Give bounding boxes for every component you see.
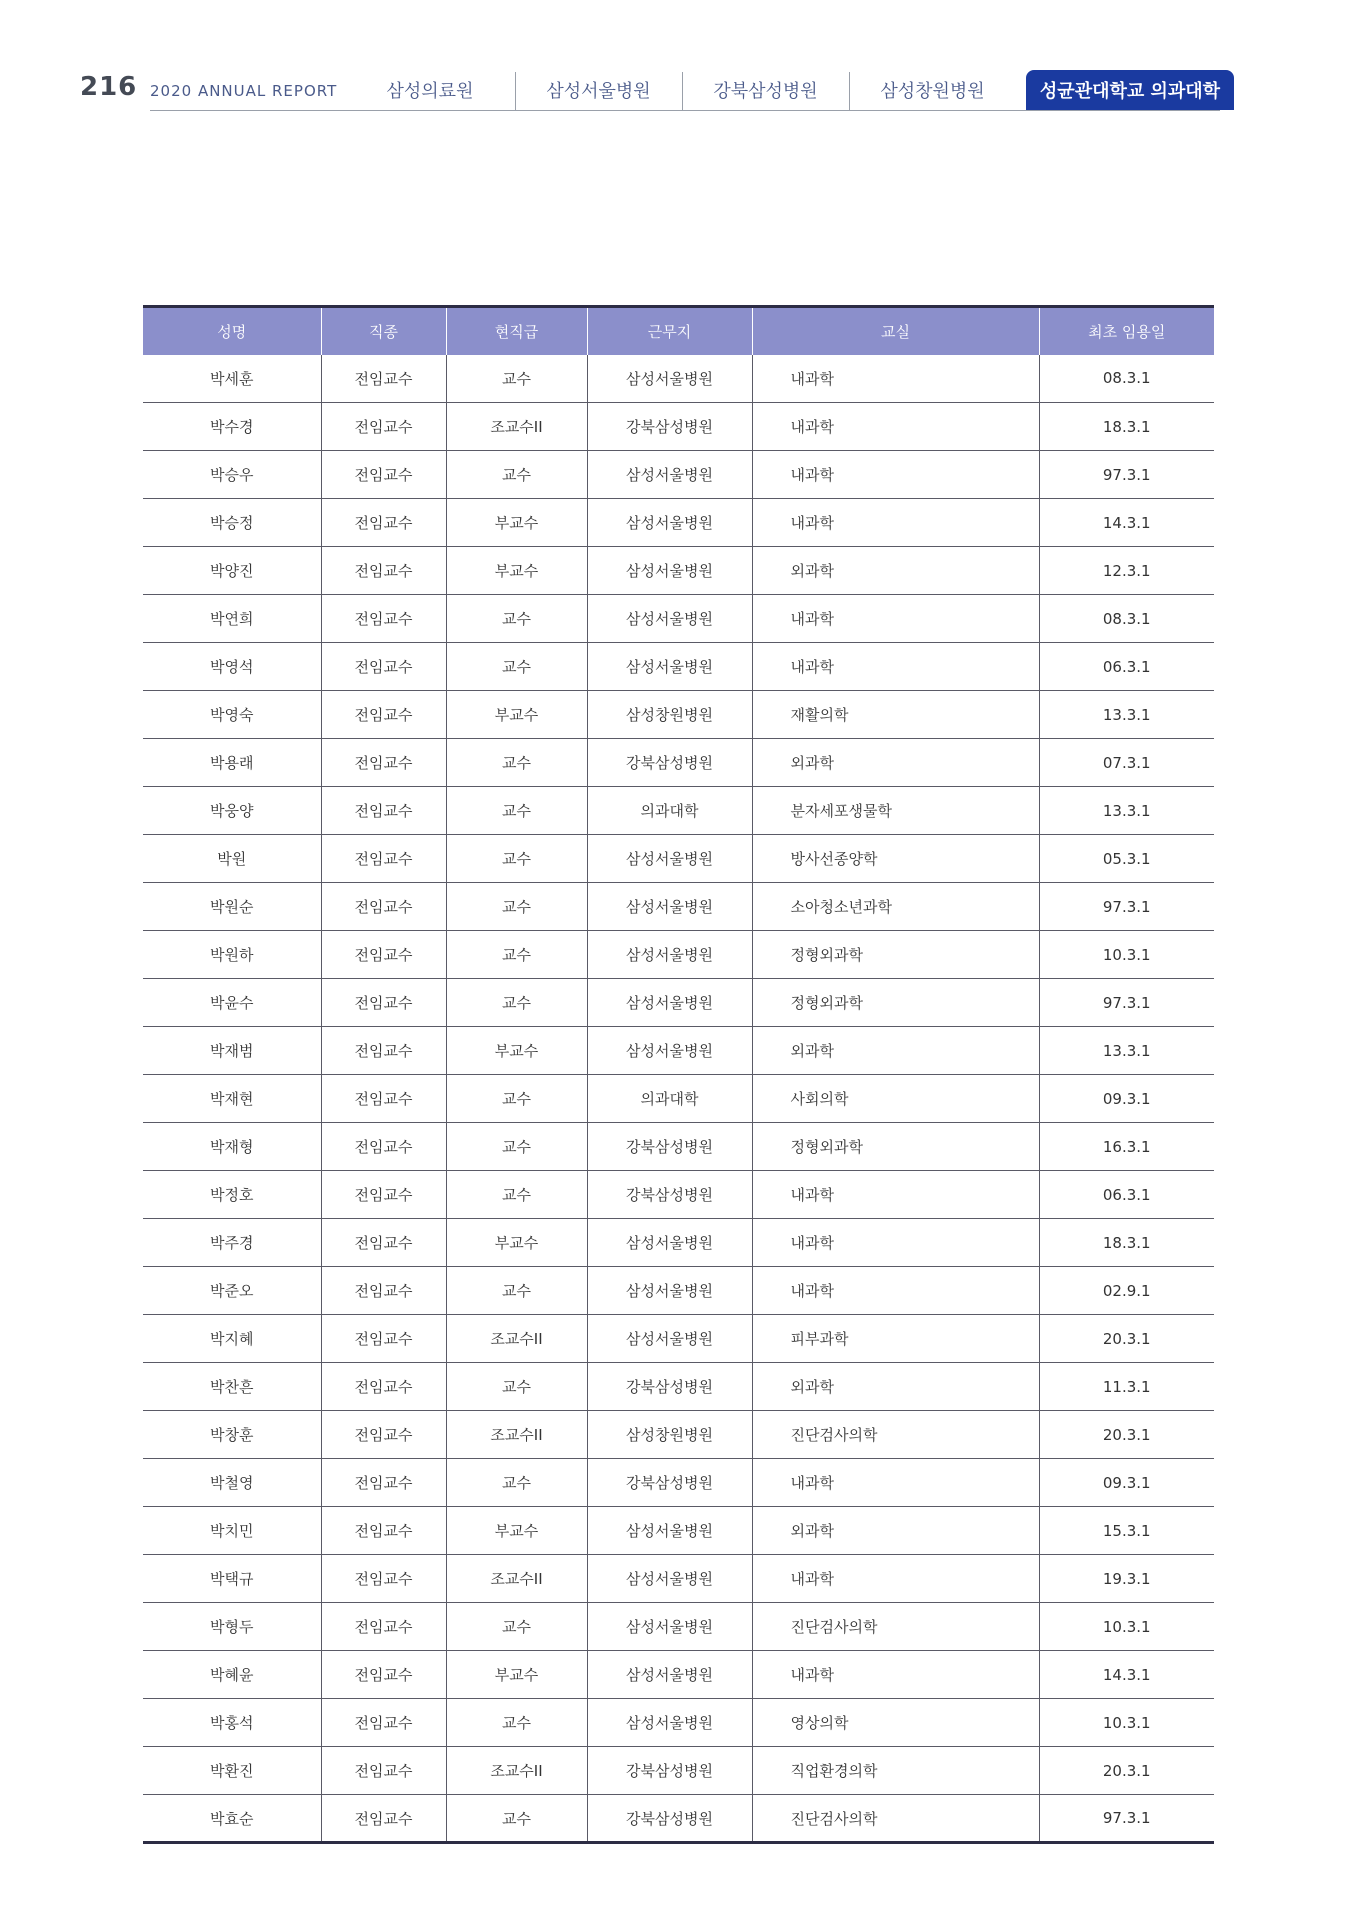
department-cell: 진단검사의학 bbox=[752, 1411, 1039, 1459]
department-cell: 외과학 bbox=[752, 1027, 1039, 1075]
table-row bbox=[143, 1411, 1214, 1459]
department-cell: 사회의학 bbox=[752, 1075, 1039, 1123]
table-row bbox=[143, 547, 1214, 595]
workplace-cell: 삼성서울병원 bbox=[587, 979, 752, 1027]
table-row bbox=[143, 1507, 1214, 1555]
department-cell: 외과학 bbox=[752, 547, 1039, 595]
department-cell: 재활의학 bbox=[752, 691, 1039, 739]
appointment-date-cell: 02.9.1 bbox=[1102, 1281, 1151, 1300]
table-row bbox=[143, 1363, 1214, 1411]
workplace-cell: 삼성서울병원 bbox=[587, 355, 752, 403]
column-header: 직종 bbox=[321, 307, 446, 355]
table-row bbox=[143, 595, 1214, 643]
page-number: 216 bbox=[80, 72, 138, 102]
name-cell: 박원 bbox=[143, 835, 321, 883]
table-row bbox=[143, 1075, 1214, 1123]
rank-cell: 부교수 bbox=[446, 1507, 587, 1555]
rank-cell: 교수 bbox=[446, 1075, 587, 1123]
rank-cell: 교수 bbox=[446, 451, 587, 499]
workplace-cell: 삼성서울병원 bbox=[587, 1267, 752, 1315]
department-cell: 외과학 bbox=[752, 1507, 1039, 1555]
table-row bbox=[143, 643, 1214, 691]
workplace-cell: 강북삼성병원 bbox=[587, 739, 752, 787]
appointment-date-cell: 11.3.1 bbox=[1102, 1377, 1151, 1396]
table-row bbox=[143, 739, 1214, 787]
name-cell: 박환진 bbox=[143, 1747, 321, 1795]
workplace-cell: 의과대학 bbox=[587, 1075, 752, 1123]
position-type-cell: 전임교수 bbox=[321, 1123, 446, 1171]
position-type-cell: 전임교수 bbox=[321, 883, 446, 931]
rank-cell: 교수 bbox=[446, 1267, 587, 1315]
position-type-cell: 전임교수 bbox=[321, 1507, 446, 1555]
department-cell: 피부과학 bbox=[752, 1315, 1039, 1363]
faculty-table-container bbox=[143, 305, 1214, 1844]
appointment-date-cell: 13.3.1 bbox=[1102, 1041, 1151, 1060]
table-row bbox=[143, 1267, 1214, 1315]
position-type-cell: 전임교수 bbox=[321, 979, 446, 1027]
position-type-cell: 전임교수 bbox=[321, 739, 446, 787]
section-tabs bbox=[345, 70, 1234, 110]
name-cell: 박효순 bbox=[143, 1795, 321, 1843]
position-type-cell: 전임교수 bbox=[321, 643, 446, 691]
rank-cell: 교수 bbox=[446, 883, 587, 931]
table-row bbox=[143, 451, 1214, 499]
department-cell: 소아청소년과학 bbox=[752, 883, 1039, 931]
rank-cell: 교수 bbox=[446, 1459, 587, 1507]
name-cell: 박승정 bbox=[143, 499, 321, 547]
appointment-date-cell: 10.3.1 bbox=[1102, 1617, 1151, 1636]
table-row bbox=[143, 691, 1214, 739]
rank-cell: 조교수II bbox=[446, 1555, 587, 1603]
name-cell: 박홍석 bbox=[143, 1699, 321, 1747]
department-cell: 내과학 bbox=[752, 1459, 1039, 1507]
department-cell: 내과학 bbox=[752, 1267, 1039, 1315]
name-cell: 박혜윤 bbox=[143, 1651, 321, 1699]
workplace-cell: 삼성서울병원 bbox=[587, 499, 752, 547]
department-cell: 정형외과학 bbox=[752, 979, 1039, 1027]
table-row bbox=[143, 1315, 1214, 1363]
table-row bbox=[143, 1219, 1214, 1267]
rank-cell: 조교수II bbox=[446, 1315, 587, 1363]
table-row bbox=[143, 355, 1214, 403]
position-type-cell: 전임교수 bbox=[321, 931, 446, 979]
appointment-date-cell: 18.3.1 bbox=[1102, 1233, 1151, 1252]
appointment-date-cell: 10.3.1 bbox=[1102, 945, 1151, 964]
position-type-cell: 전임교수 bbox=[321, 1555, 446, 1603]
tab-skku-medicine[interactable]: 성균관대학교 의과대학 bbox=[1026, 70, 1234, 110]
rank-cell: 교수 bbox=[446, 595, 587, 643]
rank-cell: 교수 bbox=[446, 1363, 587, 1411]
department-cell: 직업환경의학 bbox=[752, 1747, 1039, 1795]
department-cell: 진단검사의학 bbox=[752, 1795, 1039, 1843]
position-type-cell: 전임교수 bbox=[321, 1363, 446, 1411]
position-type-cell: 전임교수 bbox=[321, 1171, 446, 1219]
name-cell: 박승우 bbox=[143, 451, 321, 499]
name-cell: 박치민 bbox=[143, 1507, 321, 1555]
rank-cell: 교수 bbox=[446, 1603, 587, 1651]
column-header: 교실 bbox=[752, 307, 1039, 355]
appointment-date-cell: 97.3.1 bbox=[1102, 993, 1151, 1012]
workplace-cell: 강북삼성병원 bbox=[587, 1123, 752, 1171]
rank-cell: 교수 bbox=[446, 1171, 587, 1219]
appointment-date-cell: 19.3.1 bbox=[1102, 1569, 1151, 1588]
position-type-cell: 전임교수 bbox=[321, 1075, 446, 1123]
table-row bbox=[143, 499, 1214, 547]
department-cell: 진단검사의학 bbox=[752, 1603, 1039, 1651]
table-row bbox=[143, 1123, 1214, 1171]
appointment-date-cell: 18.3.1 bbox=[1102, 417, 1151, 436]
position-type-cell: 전임교수 bbox=[321, 1027, 446, 1075]
department-cell: 내과학 bbox=[752, 355, 1039, 403]
appointment-date-cell: 97.3.1 bbox=[1102, 897, 1151, 916]
position-type-cell: 전임교수 bbox=[321, 1315, 446, 1363]
column-header: 근무지 bbox=[587, 307, 752, 355]
appointment-date-cell: 14.3.1 bbox=[1102, 1665, 1151, 1684]
workplace-cell: 강북삼성병원 bbox=[587, 1795, 752, 1843]
workplace-cell: 삼성서울병원 bbox=[587, 643, 752, 691]
rank-cell: 부교수 bbox=[446, 691, 587, 739]
name-cell: 박원하 bbox=[143, 931, 321, 979]
position-type-cell: 전임교수 bbox=[321, 1459, 446, 1507]
workplace-cell: 강북삼성병원 bbox=[587, 1171, 752, 1219]
tab-samsung-medical-center[interactable]: 삼성의료원 bbox=[386, 81, 474, 102]
workplace-cell: 삼성서울병원 bbox=[587, 451, 752, 499]
appointment-date-cell: 12.3.1 bbox=[1102, 561, 1151, 580]
name-cell: 박재현 bbox=[143, 1075, 321, 1123]
department-cell: 외과학 bbox=[752, 1363, 1039, 1411]
workplace-cell: 삼성서울병원 bbox=[587, 547, 752, 595]
name-cell: 박연희 bbox=[143, 595, 321, 643]
workplace-cell: 삼성서울병원 bbox=[587, 1219, 752, 1267]
rank-cell: 부교수 bbox=[446, 499, 587, 547]
workplace-cell: 삼성서울병원 bbox=[587, 1507, 752, 1555]
workplace-cell: 삼성서울병원 bbox=[587, 1555, 752, 1603]
rank-cell: 교수 bbox=[446, 355, 587, 403]
position-type-cell: 전임교수 bbox=[321, 1603, 446, 1651]
appointment-date-cell: 16.3.1 bbox=[1102, 1137, 1151, 1156]
table-row bbox=[143, 979, 1214, 1027]
name-cell: 박영숙 bbox=[143, 691, 321, 739]
department-cell: 내과학 bbox=[752, 1171, 1039, 1219]
name-cell: 박찬흔 bbox=[143, 1363, 321, 1411]
workplace-cell: 삼성서울병원 bbox=[587, 883, 752, 931]
table-row bbox=[143, 1171, 1214, 1219]
department-cell: 영상의학 bbox=[752, 1699, 1039, 1747]
appointment-date-cell: 07.3.1 bbox=[1102, 753, 1151, 772]
rank-cell: 교수 bbox=[446, 835, 587, 883]
appointment-date-cell: 20.3.1 bbox=[1102, 1425, 1151, 1444]
name-cell: 박재범 bbox=[143, 1027, 321, 1075]
appointment-date-cell: 06.3.1 bbox=[1102, 1185, 1151, 1204]
workplace-cell: 삼성서울병원 bbox=[587, 1315, 752, 1363]
position-type-cell: 전임교수 bbox=[321, 1795, 446, 1843]
rank-cell: 부교수 bbox=[446, 1219, 587, 1267]
table-row bbox=[143, 787, 1214, 835]
table-row bbox=[143, 931, 1214, 979]
table-row bbox=[143, 1459, 1214, 1507]
appointment-date-cell: 20.3.1 bbox=[1102, 1329, 1151, 1348]
workplace-cell: 의과대학 bbox=[587, 787, 752, 835]
workplace-cell: 삼성서울병원 bbox=[587, 595, 752, 643]
position-type-cell: 전임교수 bbox=[321, 1219, 446, 1267]
position-type-cell: 전임교수 bbox=[321, 403, 446, 451]
department-cell: 내과학 bbox=[752, 499, 1039, 547]
rank-cell: 교수 bbox=[446, 643, 587, 691]
name-cell: 박준오 bbox=[143, 1267, 321, 1315]
name-cell: 박웅양 bbox=[143, 787, 321, 835]
workplace-cell: 강북삼성병원 bbox=[587, 1747, 752, 1795]
name-cell: 박정호 bbox=[143, 1171, 321, 1219]
appointment-date-cell: 06.3.1 bbox=[1102, 657, 1151, 676]
workplace-cell: 삼성서울병원 bbox=[587, 1603, 752, 1651]
name-cell: 박택규 bbox=[143, 1555, 321, 1603]
faculty-table bbox=[143, 305, 1214, 1844]
rank-cell: 교수 bbox=[446, 787, 587, 835]
appointment-date-cell: 13.3.1 bbox=[1102, 705, 1151, 724]
name-cell: 박창훈 bbox=[143, 1411, 321, 1459]
appointment-date-cell: 05.3.1 bbox=[1102, 849, 1151, 868]
appointment-date-cell: 97.3.1 bbox=[1102, 465, 1151, 484]
table-row bbox=[143, 1603, 1214, 1651]
department-cell: 내과학 bbox=[752, 1555, 1039, 1603]
rank-cell: 부교수 bbox=[446, 547, 587, 595]
name-cell: 박원순 bbox=[143, 883, 321, 931]
name-cell: 박영석 bbox=[143, 643, 321, 691]
column-header: 최초 임용일 bbox=[1088, 322, 1166, 341]
tab-kangbuk-samsung-hospital[interactable]: 강북삼성병원 bbox=[682, 70, 849, 110]
column-header: 현직급 bbox=[446, 307, 587, 355]
table-row bbox=[143, 1747, 1214, 1795]
workplace-cell: 삼성서울병원 bbox=[587, 1027, 752, 1075]
appointment-date-cell: 09.3.1 bbox=[1102, 1089, 1151, 1108]
workplace-cell: 강북삼성병원 bbox=[587, 1459, 752, 1507]
tab-samsung-seoul-hospital[interactable]: 삼성서울병원 bbox=[515, 70, 682, 110]
rank-cell: 교수 bbox=[446, 1123, 587, 1171]
name-cell: 박수경 bbox=[143, 403, 321, 451]
report-title: 2020 ANNUAL REPORT bbox=[150, 82, 338, 100]
appointment-date-cell: 20.3.1 bbox=[1102, 1761, 1151, 1780]
department-cell: 내과학 bbox=[752, 1219, 1039, 1267]
rank-cell: 교수 bbox=[446, 1795, 587, 1843]
position-type-cell: 전임교수 bbox=[321, 499, 446, 547]
position-type-cell: 전임교수 bbox=[321, 1651, 446, 1699]
appointment-date-cell: 97.3.1 bbox=[1102, 1809, 1151, 1827]
name-cell: 박형두 bbox=[143, 1603, 321, 1651]
position-type-cell: 전임교수 bbox=[321, 787, 446, 835]
rank-cell: 부교수 bbox=[446, 1651, 587, 1699]
department-cell: 정형외과학 bbox=[752, 1123, 1039, 1171]
name-cell: 박양진 bbox=[143, 547, 321, 595]
name-cell: 박윤수 bbox=[143, 979, 321, 1027]
appointment-date-cell: 14.3.1 bbox=[1102, 513, 1151, 532]
position-type-cell: 전임교수 bbox=[321, 835, 446, 883]
position-type-cell: 전임교수 bbox=[321, 691, 446, 739]
position-type-cell: 전임교수 bbox=[321, 451, 446, 499]
name-cell: 박재형 bbox=[143, 1123, 321, 1171]
table-row bbox=[143, 1027, 1214, 1075]
workplace-cell: 강북삼성병원 bbox=[587, 1363, 752, 1411]
table-row bbox=[143, 1651, 1214, 1699]
workplace-cell: 삼성창원병원 bbox=[587, 1411, 752, 1459]
department-cell: 방사선종양학 bbox=[752, 835, 1039, 883]
tab-samsung-changwon-hospital[interactable]: 삼성창원병원 bbox=[849, 70, 1016, 110]
department-cell: 외과학 bbox=[752, 739, 1039, 787]
appointment-date-cell: 13.3.1 bbox=[1102, 801, 1151, 820]
page-header bbox=[0, 0, 1357, 115]
appointment-date-cell: 15.3.1 bbox=[1102, 1521, 1151, 1540]
appointment-date-cell: 08.3.1 bbox=[1102, 609, 1151, 628]
workplace-cell: 삼성창원병원 bbox=[587, 691, 752, 739]
header-divider bbox=[150, 110, 1220, 111]
workplace-cell: 강북삼성병원 bbox=[587, 403, 752, 451]
column-header: 성명 bbox=[143, 307, 321, 355]
position-type-cell: 전임교수 bbox=[321, 1267, 446, 1315]
name-cell: 박세훈 bbox=[143, 355, 321, 403]
table-row bbox=[143, 883, 1214, 931]
table-header-row bbox=[143, 307, 1214, 355]
rank-cell: 교수 bbox=[446, 1699, 587, 1747]
position-type-cell: 전임교수 bbox=[321, 595, 446, 643]
position-type-cell: 전임교수 bbox=[321, 547, 446, 595]
rank-cell: 교수 bbox=[446, 979, 587, 1027]
rank-cell: 교수 bbox=[446, 739, 587, 787]
workplace-cell: 삼성서울병원 bbox=[587, 931, 752, 979]
position-type-cell: 전임교수 bbox=[321, 1747, 446, 1795]
appointment-date-cell: 10.3.1 bbox=[1102, 1713, 1151, 1732]
department-cell: 내과학 bbox=[752, 403, 1039, 451]
workplace-cell: 삼성서울병원 bbox=[587, 1699, 752, 1747]
workplace-cell: 삼성서울병원 bbox=[587, 1651, 752, 1699]
table-row bbox=[143, 1795, 1214, 1843]
department-cell: 내과학 bbox=[752, 643, 1039, 691]
name-cell: 박주경 bbox=[143, 1219, 321, 1267]
appointment-date-cell: 08.3.1 bbox=[1102, 369, 1151, 388]
appointment-date-cell: 09.3.1 bbox=[1102, 1473, 1151, 1492]
rank-cell: 조교수II bbox=[446, 1747, 587, 1795]
workplace-cell: 삼성서울병원 bbox=[587, 835, 752, 883]
name-cell: 박용래 bbox=[143, 739, 321, 787]
rank-cell: 조교수II bbox=[446, 1411, 587, 1459]
rank-cell: 교수 bbox=[446, 931, 587, 979]
department-cell: 내과학 bbox=[752, 595, 1039, 643]
table-row bbox=[143, 835, 1214, 883]
department-cell: 내과학 bbox=[752, 1651, 1039, 1699]
name-cell: 박지혜 bbox=[143, 1315, 321, 1363]
position-type-cell: 전임교수 bbox=[321, 355, 446, 403]
department-cell: 분자세포생물학 bbox=[752, 787, 1039, 835]
table-row bbox=[143, 1699, 1214, 1747]
position-type-cell: 전임교수 bbox=[321, 1699, 446, 1747]
name-cell: 박철영 bbox=[143, 1459, 321, 1507]
position-type-cell: 전임교수 bbox=[321, 1411, 446, 1459]
rank-cell: 부교수 bbox=[446, 1027, 587, 1075]
table-row bbox=[143, 1555, 1214, 1603]
rank-cell: 조교수II bbox=[446, 403, 587, 451]
department-cell: 정형외과학 bbox=[752, 931, 1039, 979]
table-row bbox=[143, 403, 1214, 451]
department-cell: 내과학 bbox=[752, 451, 1039, 499]
